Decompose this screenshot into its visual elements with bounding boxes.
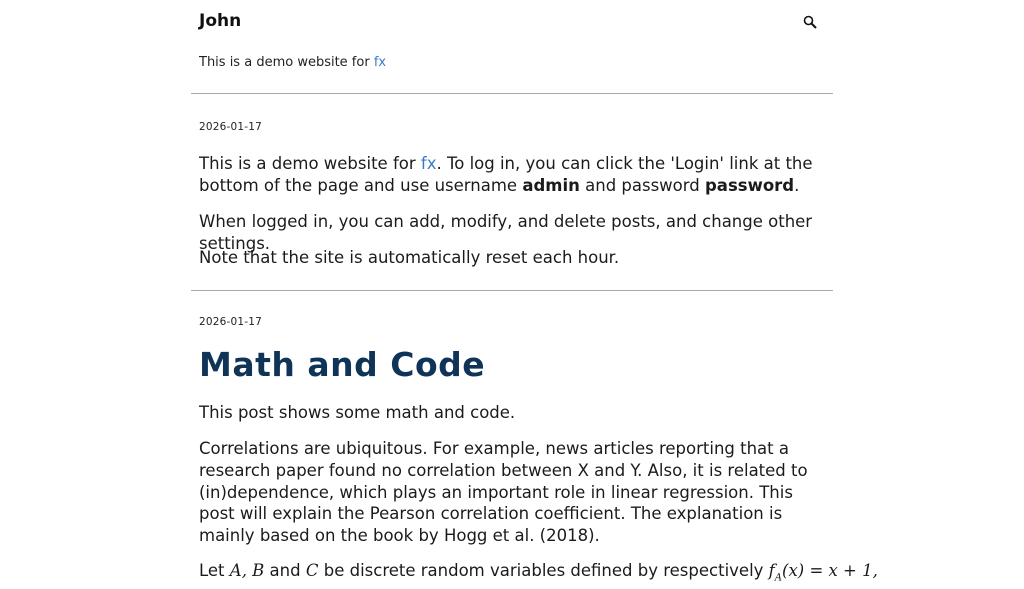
math-subscript: A xyxy=(774,572,783,584)
username-text: admin xyxy=(522,175,580,195)
search-icon[interactable] xyxy=(803,15,817,29)
post-paragraph: When logged in, you can add, modify, and delete posts, and change other settings. xyxy=(199,212,813,253)
post-text: be discrete random variables defined by respectively xyxy=(318,561,769,580)
post-fx-link[interactable]: fx xyxy=(420,154,437,173)
post-text: . xyxy=(794,175,800,195)
post-paragraph: This post shows some math and code. xyxy=(199,403,516,422)
tagline-text: This is a demo website for xyxy=(199,55,374,70)
math-expression: A, B xyxy=(229,561,265,580)
math-expression: (x) = x + 1, xyxy=(782,561,878,580)
math-expression: C xyxy=(305,561,319,580)
site-title[interactable]: John xyxy=(199,11,242,31)
post-paragraph: Note that the site is automatically reset each hour. xyxy=(199,248,620,267)
tagline-fx-link[interactable]: fx xyxy=(373,55,387,70)
post-paragraph xyxy=(199,153,819,197)
post-date: 2026-01-17 xyxy=(199,121,263,133)
math-expression: f xyxy=(768,561,775,580)
post-date: 2026-01-17 xyxy=(199,316,263,328)
post-text: Let xyxy=(199,561,230,580)
post-divider xyxy=(191,290,833,291)
post-paragraph: Correlations are ubiquitous. For example, news articles reporting that a research paper found no correlation between X and Y. Also, it is related to (in)dependence, which plays an important role in linear regression. This post will explain the Pearson correlation coefficient. The explanation is mainly based on the book by Hogg et al. (2018). xyxy=(199,439,808,546)
password-text: password xyxy=(705,175,795,195)
post-paragraph xyxy=(199,560,878,589)
post-text: and xyxy=(264,561,306,580)
site-tagline xyxy=(199,55,386,70)
post-text: . To log in, you can click the 'Login' link at the bottom of the page and use username xyxy=(199,154,813,195)
post-text: This is a demo website for xyxy=(199,154,421,173)
post-text: and password xyxy=(579,175,705,195)
header-divider xyxy=(191,93,833,94)
post-title[interactable]: Math and Code xyxy=(199,345,486,384)
